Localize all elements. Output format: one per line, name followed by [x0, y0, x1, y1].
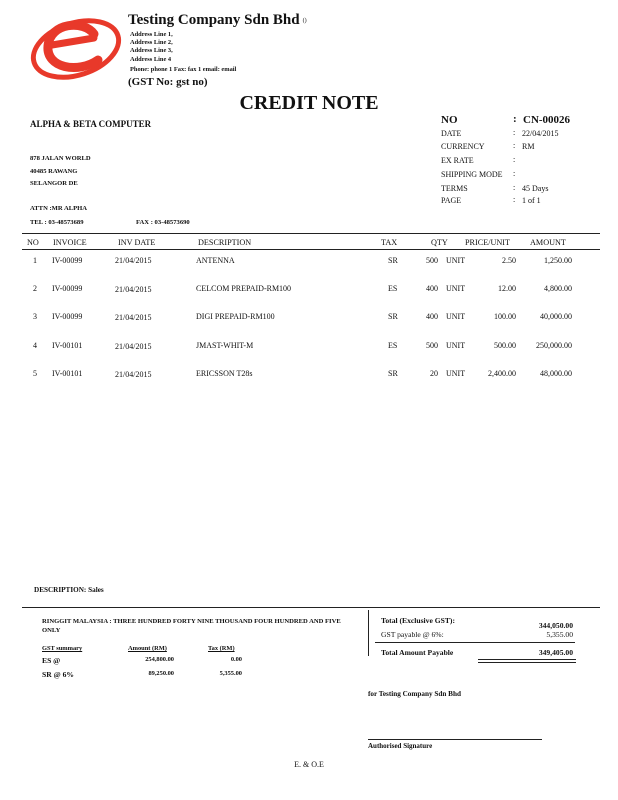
company-address-line: Address Line 1, — [130, 31, 173, 38]
company-address-line: Address Line 4 — [130, 56, 172, 63]
company-contact-line: Phone: phone 1 Fax: fax 1 email: email — [130, 66, 237, 73]
gst-payable-value: 5,355.00 — [546, 630, 573, 639]
cell-no: 4 — [33, 341, 37, 350]
eoe-note: E. & O.E — [294, 760, 324, 769]
cell-inv-date: 21/04/2015 — [115, 342, 152, 351]
total-amount-payable-label: Total Amount Payable — [381, 648, 454, 657]
customer-attn: ATTN :MR ALPHA — [30, 205, 88, 212]
company-name: Testing Company Sdn Bhd () — [128, 12, 307, 28]
cell-no: 3 — [33, 312, 37, 321]
cell-tax: SR — [388, 312, 398, 321]
meta-date-value: 22/04/2015 — [522, 129, 559, 138]
col-header-inv-date: INV DATE — [118, 238, 156, 247]
meta-colon: : — [513, 141, 516, 150]
amount-in-words: RINGGIT MALAYSIA : THREE HUNDRED FORTY NINE THOUSAND FOUR HUNDRED AND FIVE ONLY — [42, 618, 341, 634]
cell-amount: 4,800.00 — [544, 284, 572, 293]
cell-inv-date: 21/04/2015 — [115, 313, 152, 322]
cell-qty: 500 — [426, 256, 438, 265]
cell-uom: UNIT — [446, 284, 466, 293]
col-header-qty: QTY — [431, 238, 448, 247]
company-gst-no: (GST No: gst no) — [128, 76, 208, 88]
gst-summary-row-tax: 5,355.00 — [219, 670, 242, 677]
cell-price: 2.50 — [502, 256, 516, 265]
cell-amount: 40,000.00 — [540, 312, 572, 321]
col-header-invoice: INVOICE — [53, 238, 87, 247]
cell-tax: ES — [388, 284, 398, 293]
total-double-rule-1 — [478, 659, 576, 660]
cell-qty: 500 — [426, 341, 438, 350]
total-exclusive-gst-label: Total (Exclusive GST): — [381, 616, 455, 625]
customer-tel: TEL : 03-48573689 — [30, 219, 84, 226]
cell-price: 100.00 — [494, 312, 516, 321]
gst-summary-header-tax: Tax (RM) — [208, 645, 235, 652]
total-double-rule-2 — [478, 662, 576, 663]
cell-price: 12.00 — [498, 284, 516, 293]
cell-no: 1 — [33, 256, 37, 265]
credit-note-no-value: CN-00026 — [523, 114, 571, 126]
cell-inv-date: 21/04/2015 — [115, 285, 152, 294]
meta-terms-label: TERMS — [441, 184, 468, 193]
total-exclusive-gst-value: 344,050.00 — [538, 621, 573, 630]
meta-colon: : — [513, 169, 516, 178]
cell-inv-date: 21/04/2015 — [115, 256, 152, 265]
cell-invoice: IV-00101 — [52, 369, 83, 378]
cell-uom: UNIT — [446, 369, 466, 378]
cell-inv-date: 21/04/2015 — [115, 370, 152, 379]
col-header-no: NO — [27, 238, 39, 247]
cell-no: 2 — [33, 284, 37, 293]
gst-summary-header-label: GST summary — [42, 645, 83, 652]
col-header-tax: TAX — [381, 238, 398, 247]
meta-colon: : — [513, 183, 516, 192]
customer-fax: FAX : 03-48573690 — [136, 219, 190, 226]
meta-terms-value: 45 Days — [522, 184, 549, 193]
cell-tax: ES — [388, 341, 398, 350]
cell-description: DIGI PREPAID-RM100 — [196, 312, 275, 321]
table-top-rule — [22, 233, 600, 234]
gst-payable-label: GST payable @ 6%: — [381, 630, 444, 639]
totals-rule — [375, 642, 575, 643]
cell-qty: 400 — [426, 312, 438, 321]
customer-address-line: 40485 RAWANG — [30, 168, 78, 175]
gst-summary-row-label: ES @ — [42, 656, 61, 665]
gst-summary-row-tax: 0.00 — [230, 656, 242, 663]
cell-qty: 20 — [430, 369, 438, 378]
customer-address-line: SELANGOR DE — [30, 180, 78, 187]
cell-uom: UNIT — [446, 256, 466, 265]
company-logo-icon — [28, 12, 124, 84]
cell-invoice: IV-00099 — [52, 256, 83, 265]
meta-date-label: DATE — [441, 129, 462, 138]
customer-name: ALPHA & BETA COMPUTER — [30, 119, 152, 129]
gst-summary-header-amount: Amount (RM) — [128, 645, 167, 652]
company-address-line: Address Line 2, — [130, 39, 173, 46]
total-amount-payable-value: 349,405.00 — [538, 648, 573, 657]
gst-summary-row-label: SR @ 6% — [42, 670, 74, 679]
customer-address-line: 878 JALAN WORLD — [30, 155, 91, 162]
company-address-line: Address Line 3, — [130, 47, 173, 54]
cell-price: 500.00 — [494, 341, 516, 350]
cell-description: CELCOM PREPAID-RM100 — [196, 284, 292, 293]
cell-description: JMAST-WHIT-M — [196, 341, 254, 350]
meta-colon: : — [513, 113, 517, 125]
meta-colon: : — [513, 128, 516, 137]
signature-line — [368, 739, 542, 740]
cell-description: ANTENNA — [196, 256, 235, 265]
gst-summary-row-amount: 89,250.00 — [148, 670, 174, 677]
cell-price: 2,400.00 — [488, 369, 516, 378]
meta-colon: : — [513, 155, 516, 164]
meta-colon: : — [513, 195, 516, 204]
cell-tax: SR — [388, 256, 398, 265]
meta-currency-value: RM — [522, 142, 535, 151]
signature-for: for Testing Company Sdn Bhd — [368, 690, 461, 698]
cell-amount: 1,250.00 — [544, 256, 572, 265]
gst-summary-row-amount: 254,800.00 — [145, 656, 174, 663]
cell-invoice: IV-00099 — [52, 312, 83, 321]
meta-shipping-mode-label: SHIPPING MODE — [441, 170, 503, 179]
meta-page-label: PAGE — [441, 196, 462, 205]
footer-description: DESCRIPTION: Sales — [34, 586, 104, 594]
col-header-amount: AMOUNT — [530, 238, 566, 247]
cell-uom: UNIT — [446, 312, 466, 321]
company-reg-no: () — [302, 17, 307, 24]
meta-ex-rate-label: EX RATE — [441, 156, 474, 165]
cell-qty: 400 — [426, 284, 438, 293]
cell-tax: SR — [388, 369, 398, 378]
footer-top-rule — [22, 607, 600, 608]
signature-label: Authorised Signature — [368, 742, 433, 750]
totals-divider — [368, 610, 369, 656]
cell-invoice: IV-00101 — [52, 341, 83, 350]
cell-invoice: IV-00099 — [52, 284, 83, 293]
cell-description: ERICSSON T28s — [196, 369, 253, 378]
meta-currency-label: CURRENCY — [441, 142, 485, 151]
cell-no: 5 — [33, 369, 37, 378]
col-header-price-unit: PRICE/UNIT — [465, 238, 511, 247]
col-header-description: DESCRIPTION — [198, 238, 252, 247]
table-header-rule — [22, 249, 600, 250]
cell-amount: 48,000.00 — [540, 369, 572, 378]
document-title: CREDIT NOTE — [239, 92, 379, 114]
meta-page-value: 1 of 1 — [522, 196, 541, 205]
credit-note-no-label: NO — [441, 114, 458, 126]
cell-uom: UNIT — [446, 341, 466, 350]
cell-amount: 250,000.00 — [536, 341, 572, 350]
